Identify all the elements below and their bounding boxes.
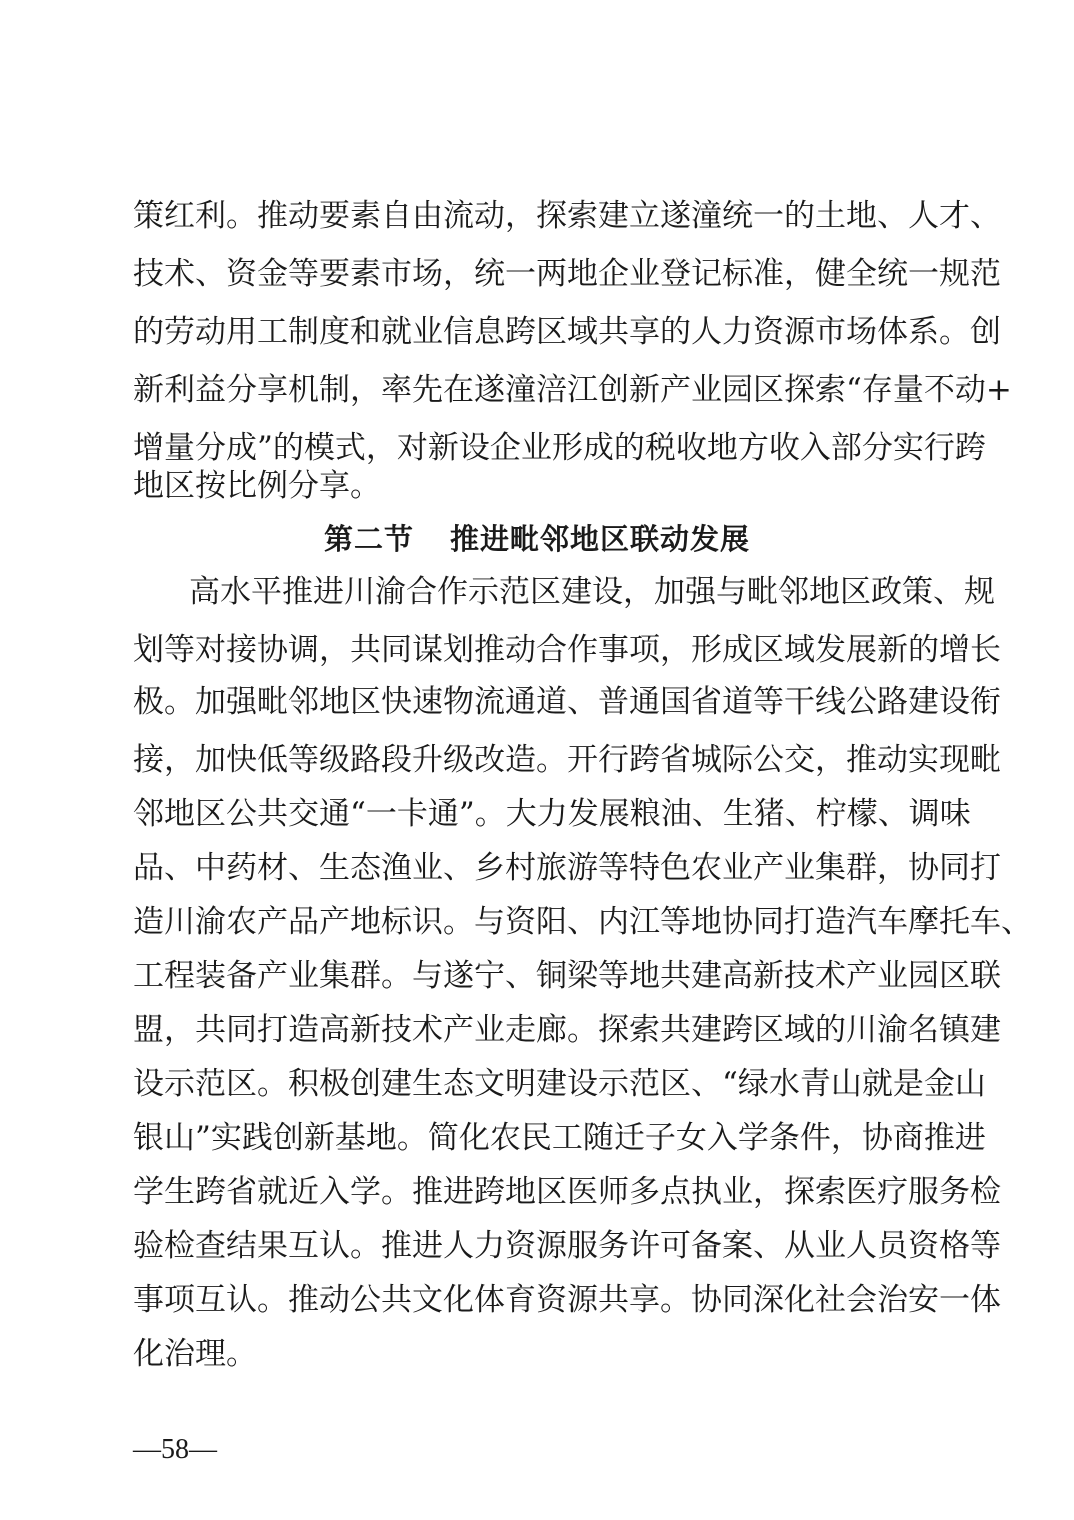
paragraph-line: 验检查结果互认。推进人力资源服务许可备案、从业人员资格等 [133, 1228, 1001, 1264]
paragraph-line: 技术、资金等要素市场，统一两地企业登记标准，健全统一规范 [133, 256, 1001, 292]
paragraph-line: 接，加快低等级路段升级改造。开行跨省城际公交，推动实现毗 [133, 742, 1001, 778]
section-title: 推进毗邻地区联动发展 [450, 522, 751, 556]
paragraph-line: 工程装备产业集群。与遂宁、铜梁等地共建高新技术产业园区联 [133, 958, 1001, 994]
paragraph-line: 新利益分享机制，率先在遂潼涪江创新产业园区探索“存量不动+ [133, 372, 1012, 408]
paragraph-line: 设示范区。积极创建生态文明建设示范区、“绿水青山就是金山 [133, 1066, 986, 1102]
paragraph-line: 银山”实践创新基地。简化农民工随迁子女入学条件，协商推进 [133, 1120, 986, 1156]
section-number: 第二节 [323, 522, 414, 556]
paragraph-line: 品、中药材、生态渔业、乡村旅游等特色农业产业集群，协同打 [133, 850, 1001, 886]
paragraph-line: 策红利。推动要素自由流动，探索建立遂潼统一的土地、人才、 [133, 198, 1001, 234]
paragraph-line: 地区按比例分享。 [133, 468, 381, 504]
page-number: —58— [133, 1434, 217, 1465]
paragraph-line: 邻地区公共交通“一卡通”。大力发展粮油、生猪、柠檬、调味 [133, 796, 971, 832]
paragraph-line: 学生跨省就近入学。推进跨地区医师多点执业，探索医疗服务检 [133, 1174, 1001, 1210]
paragraph-line: 增量分成”的模式，对新设企业形成的税收地方收入部分实行跨 [133, 430, 986, 466]
paragraph-line: 极。加强毗邻地区快速物流通道、普通国省道等干线公路建设衔 [133, 684, 1001, 720]
section-heading [0, 510, 1074, 568]
paragraph-line: 化治理。 [133, 1336, 257, 1372]
paragraph-line: 造川渝农产品产地标识。与资阳、内江等地协同打造汽车摩托车、 [133, 904, 1032, 940]
paragraph-line: 划等对接协调，共同谋划推动合作事项，形成区域发展新的增长 [133, 632, 1001, 668]
paragraph-line: 的劳动用工制度和就业信息跨区域共享的人力资源市场体系。创 [133, 314, 1001, 350]
paragraph-line: 高水平推进川渝合作示范区建设，加强与毗邻地区政策、规 [189, 574, 995, 610]
paragraph-line: 事项互认。推动公共文化体育资源共享。协同深化社会治安一体 [133, 1282, 1001, 1318]
paragraph-line: 盟，共同打造高新技术产业走廊。探索共建跨区域的川渝名镇建 [133, 1012, 1001, 1048]
